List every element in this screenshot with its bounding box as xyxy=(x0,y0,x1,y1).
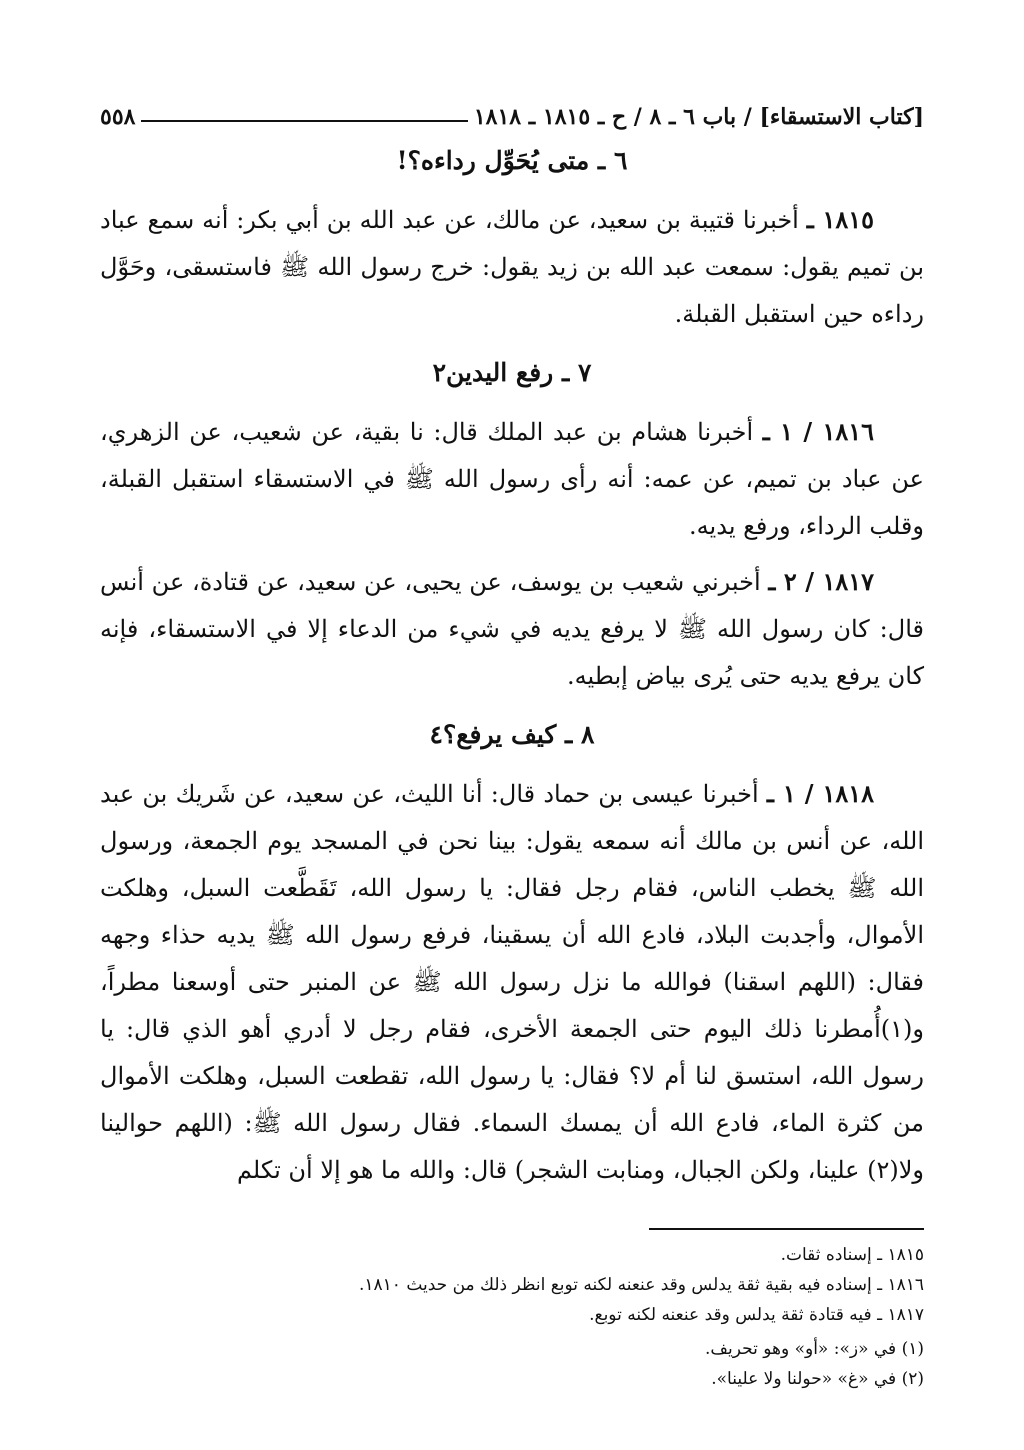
hadith-text: أخبرنا عيسى بن حماد قال: أنا الليث، عن سعيد، عن شَريك بن عبد الله، عن أنس بن مالك أنه سمعه يقول: بينا نحن في المسجد يوم الجمعة، ورسول الله ﷺ يخطب الناس، فقام رجل فقال: يا رسول الله، تَقَطَّعت السبل، وهلكت الأموال، وأجدبت البلاد، فادع الله أن يسقينا، فرفع رسول الله ﷺ يديه حذاء وجهه فقال: (اللهم اسقنا) فوالله ما نزل رسول الله ﷺ عن المنبر حتى أوسعنا مطراً، و(١)أُمطرنا ذلك اليوم حتى الجمعة الأخرى، فقام رجل لا أدري أهو الذي قال: يا رسول الله، استسق لنا أم لا؟ فقال: يا رسول الله، تقطعت السبل، وهلكت الأموال من كثرة الماء، فادع الله أن يمسك السماء. فقال رسول الله ﷺ: (اللهم حوالينا ولا(٢) علينا، ولكن الجبال، ومنابت الشجر) قال: والله ما هو إلا أن تكلم xyxy=(100,780,924,1184)
chapter-heading-7: ٧ ـ رفع اليدين٢ xyxy=(432,358,592,387)
header-rule xyxy=(141,120,467,122)
footnote-1815: ١٨١٥ ـ إسناده ثقات. xyxy=(780,1245,924,1265)
hadith-1818 xyxy=(100,770,924,1194)
hadith-1815 xyxy=(100,196,924,338)
running-title: [كتاب الاستسقاء] / باب ٦ ـ ٨ / ح ـ ١٨١٥ ـ ١٨١٨ xyxy=(473,104,924,130)
footnote-1817: ١٨١٧ ـ فيه قتادة ثقة يدلس وقد عنعنه لكنه توبع. xyxy=(589,1305,924,1325)
hadith-text: أخبرنا قتيبة بن سعيد، عن مالك، عن عبد الله بن أبي بكر: أنه سمع عباد بن تميم يقول: سمعت عبد الله بن زيد يقول: خرج رسول الله ﷺ فاستسقى، وحَوَّل رداءه حين استقبل القبلة. xyxy=(100,206,924,328)
book-page xyxy=(100,90,924,1430)
footnote-note-1: (١) في «ز»: «أو» وهو تحريف. xyxy=(705,1339,924,1359)
page-number: ٥٥٨ xyxy=(100,104,136,130)
footnote-1816: ١٨١٦ ـ إسناده فيه بقية ثقة يدلس وقد عنعنه لكنه توبع انظر ذلك من حديث ١٨١٠. xyxy=(358,1275,924,1295)
hadith-number: ١٨١٥ ـ xyxy=(806,205,875,234)
hadith-number: ١٨١٦ / ١ ـ xyxy=(762,417,875,446)
footnote-note-2: (٢) في «غ» «حولنا ولا علينا». xyxy=(711,1369,924,1389)
chapter-heading-8: ٨ ـ كيف يرفع؟٤ xyxy=(429,720,595,749)
hadith-text: أخبرني شعيب بن يوسف، عن يحيى، عن سعيد، عن قتادة، عن أنس قال: كان رسول الله ﷺ لا يرفع يديه في شيء من الدعاء إلا في الاستسقاء، فإنه كان يرفع يديه حتى يُرى بياض إبطيه. xyxy=(100,568,924,690)
running-header xyxy=(100,90,924,130)
hadith-number: ١٨١٨ / ١ ـ xyxy=(766,779,875,808)
hadith-1817 xyxy=(100,558,924,700)
hadith-number: ١٨١٧ / ٢ ـ xyxy=(768,567,874,596)
footnote-separator xyxy=(649,1228,924,1230)
hadith-text: أخبرنا هشام بن عبد الملك قال: نا بقية، عن شعيب، عن الزهري، عن عباد بن تميم، عن عمه: أنه رأى رسول الله ﷺ في الاستسقاء استقبل القبلة، وقلب الرداء، ورفع يديه. xyxy=(100,418,924,540)
hadith-1816 xyxy=(100,408,924,550)
footnotes xyxy=(100,1240,924,1394)
chapter-heading-6: ٦ ـ متى يُحَوِّل رداءه؟! xyxy=(396,146,628,175)
